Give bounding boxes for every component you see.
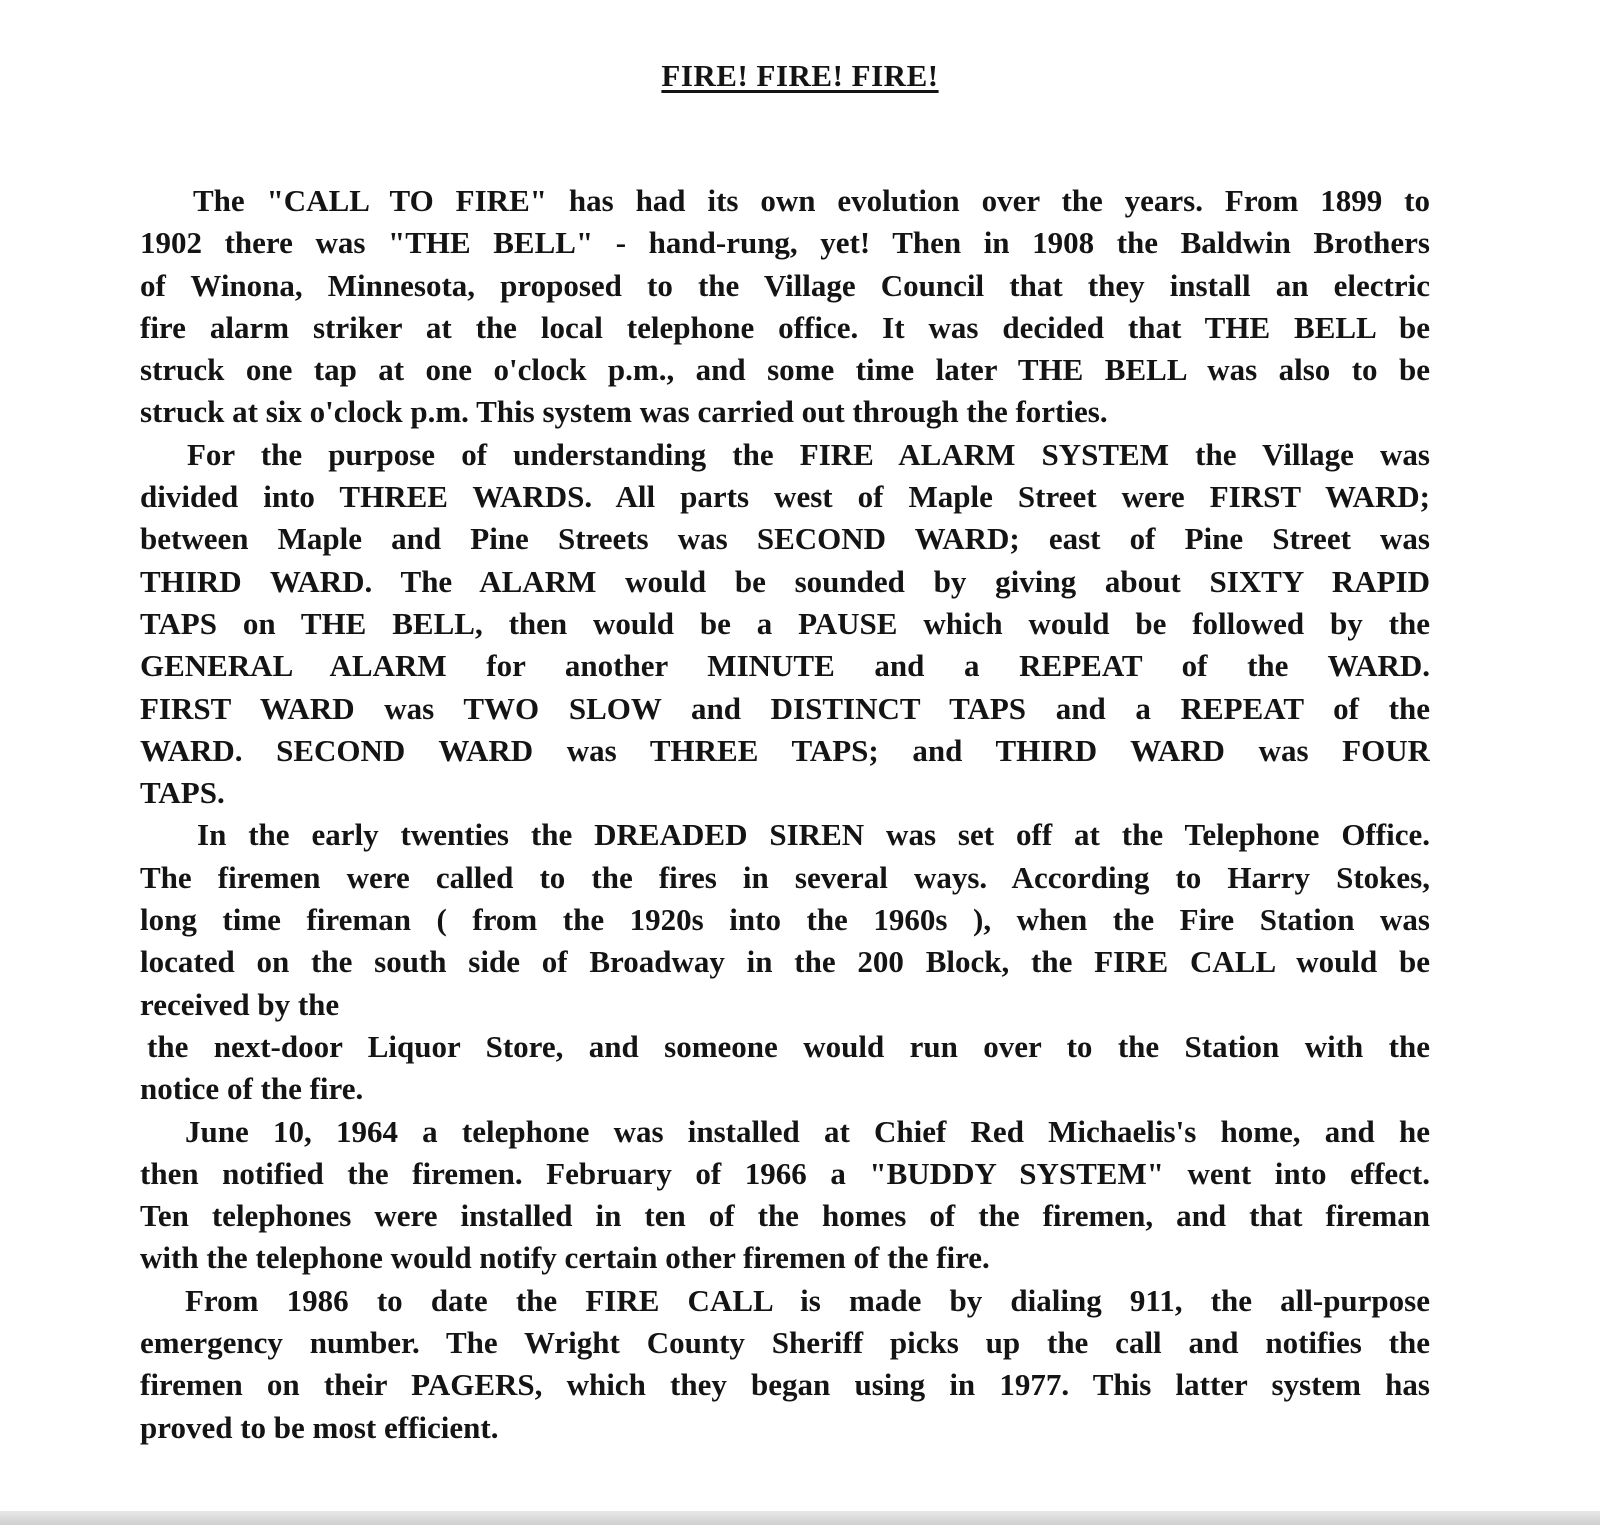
text-line: 1902 there was "THE BELL" - hand-rung, yet! Then in 1908 the Baldwin Brothers: [140, 225, 1430, 261]
text-line: Ten telephones were installed in ten of the homes of the firemen, and that fireman: [140, 1198, 1430, 1234]
text-line: For the purpose of understanding the FIRE ALARM SYSTEM the Village was: [187, 436, 1430, 472]
text-line: June 10, 1964 a telephone was installed at Chief Red Michaelis's home, and he: [185, 1113, 1430, 1149]
text-line: with the telephone would notify certain other firemen of the fire.: [140, 1240, 990, 1276]
document-body: [140, 180, 1430, 1449]
text-line: of Winona, Minnesota, proposed to the Village Council that they install an electric: [140, 267, 1430, 303]
text-line: struck at six o'clock p.m. This system was carried out through the forties.: [140, 394, 1108, 430]
text-line: proved to be most efficient.: [140, 1409, 499, 1445]
text-line: THIRD WARD. The ALARM would be sounded by giving about SIXTY RAPID: [140, 563, 1430, 599]
text-line: firemen on their PAGERS, which they began using in 1977. This latter system has: [140, 1367, 1430, 1403]
text-line: FIRST WARD was TWO SLOW and DISTINCT TAPS and a REPEAT of the: [140, 690, 1430, 726]
text-line: received by the: [140, 986, 340, 1022]
text-line: then notified the firemen. February of 1966 a "BUDDY SYSTEM" went into effect.: [140, 1155, 1430, 1191]
text-line: fire alarm striker at the local telephone office. It was decided that THE BELL be: [140, 309, 1430, 345]
text-line: TAPS on THE BELL, then would be a PAUSE which would be followed by the: [140, 605, 1430, 641]
text-line: The "CALL TO FIRE" has had its own evolution over the years. From 1899 to: [193, 183, 1430, 218]
text-line: notice of the fire.: [140, 1071, 364, 1107]
text-line: The firemen were called to the fires in several ways. According to Harry Stokes,: [140, 859, 1430, 895]
scan-edge-divider: [0, 1511, 1600, 1525]
text-line: From 1986 to date the FIRE CALL is made by dialing 911, the all-purpose: [185, 1282, 1430, 1318]
text-line: struck one tap at one o'clock p.m., and some time later THE BELL was also to be: [140, 352, 1430, 388]
text-line: between Maple and Pine Streets was SECOND WARD; east of Pine Street was: [140, 521, 1430, 557]
text-line: WARD. SECOND WARD was THREE TAPS; and THIRD WARD was FOUR: [140, 732, 1430, 768]
text-line: TAPS.: [140, 775, 225, 811]
text-line: located on the south side of Broadway in the 200 Block, the FIRE CALL would be: [140, 944, 1430, 980]
text-line: In the early twenties the DREADED SIREN was set off at the Telephone Office.: [197, 817, 1430, 853]
text-line: divided into THREE WARDS. All parts west of Maple Street were FIRST WARD;: [140, 479, 1430, 515]
page-title: FIRE! FIRE! FIRE!: [661, 58, 939, 93]
text-line: GENERAL ALARM for another MINUTE and a REPEAT of the WARD.: [140, 648, 1430, 684]
text-line: emergency number. The Wright County Sheriff picks up the call and notifies the: [140, 1325, 1430, 1361]
text-line: the next-door Liquor Store, and someone would run over to the Station with the: [147, 1028, 1430, 1064]
text-line: long time fireman ( from the 1920s into the 1960s ), when the Fire Station was: [140, 902, 1430, 938]
